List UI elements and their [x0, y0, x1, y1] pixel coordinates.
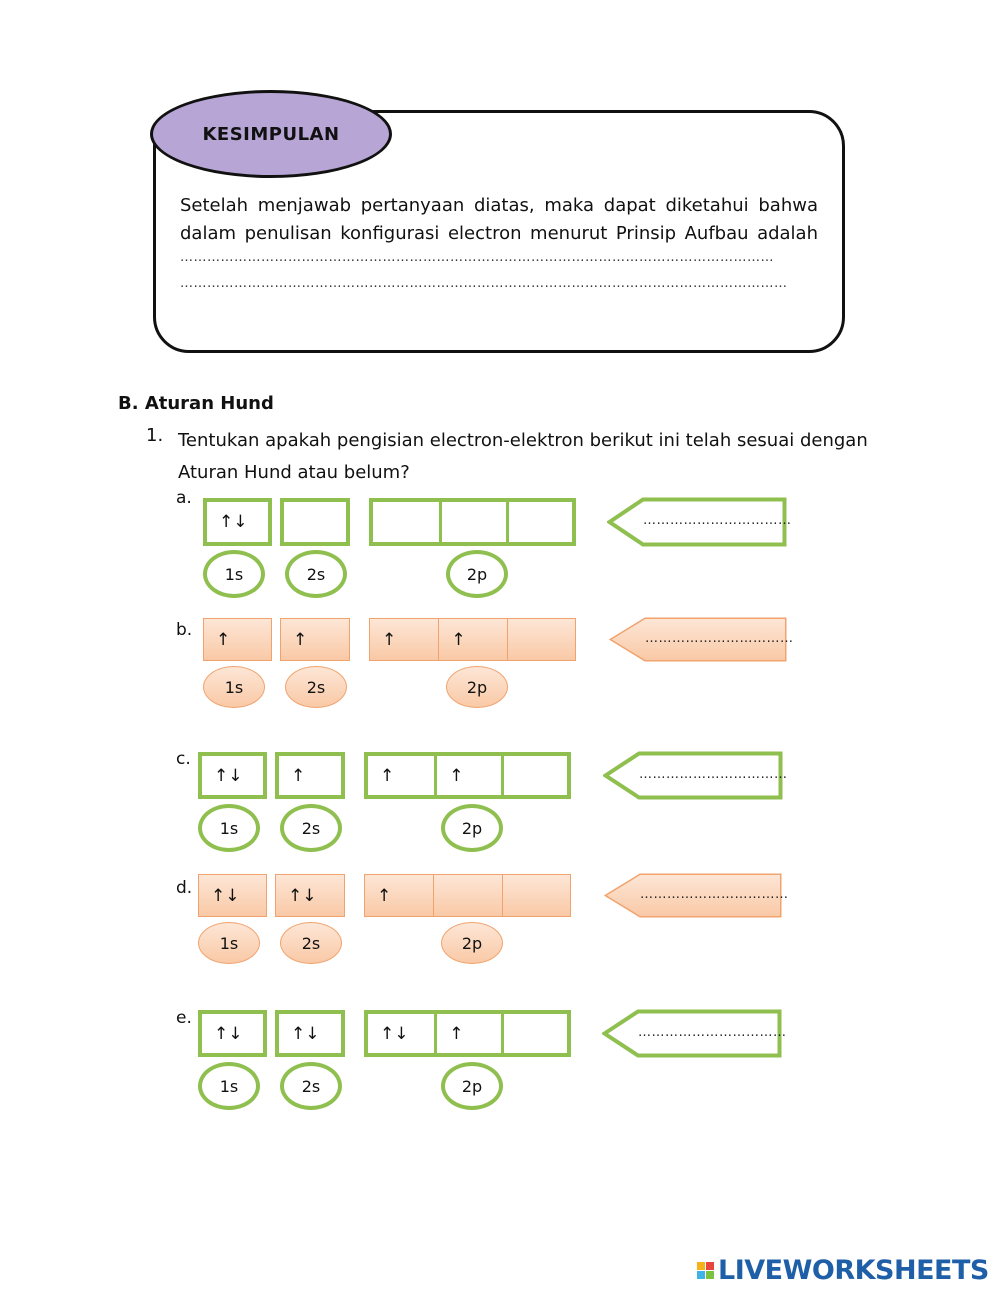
- answer-input[interactable]: ……………………………: [643, 513, 792, 528]
- conclusion-answer-line-2[interactable]: ………………………………………………………………………………………………………………………: [180, 276, 788, 291]
- orbital-2p-box: [364, 874, 571, 917]
- orbital-2p-cell: ↑: [434, 756, 500, 795]
- orbital-2p-box: [364, 1010, 571, 1057]
- liveworksheets-logo: [697, 1255, 989, 1286]
- orbital-1s-box: ↑↓: [203, 498, 272, 546]
- orbital-label-2s: 2s: [280, 922, 342, 964]
- row-label: e.: [176, 1008, 192, 1028]
- orbital-2p-box: [369, 618, 576, 661]
- conclusion-line-1: Setelah menjawab pertanyaan diatas, maka dapat diketahui bahwa: [180, 195, 818, 216]
- conclusion-line-2: dalam penulisan konfigurasi electron menurut Prinsip Aufbau adalah: [180, 223, 818, 244]
- logo-text: LIVEWORKSHEETS: [718, 1255, 989, 1286]
- orbital-1s-box: ↑: [203, 618, 272, 661]
- orbital-label-2p: 2p: [441, 922, 503, 964]
- orbital-2p-cell: [501, 1014, 567, 1053]
- question-line-1: Tentukan apakah pengisian electron-elektron berikut ini telah sesuai dengan: [178, 430, 868, 451]
- row-label: c.: [176, 749, 191, 769]
- orbital-1s-box: ↑↓: [198, 1010, 267, 1057]
- orbital-2p-cell: ↑: [382, 629, 397, 650]
- orbital-2s-box: ↑: [275, 752, 345, 799]
- orbital-label-1s: 1s: [203, 666, 265, 708]
- orbital-label-1s: 1s: [198, 922, 260, 964]
- row-label: d.: [176, 878, 193, 898]
- orbital-2p-cell: ↑↓: [380, 1023, 409, 1044]
- orbital-label-2p: 2p: [441, 1062, 503, 1110]
- orbital-label-2p: 2p: [446, 550, 508, 598]
- orbital-2s-box: ↑: [280, 618, 350, 661]
- orbital-label-1s: 1s: [198, 1062, 260, 1110]
- orbital-label-1s: 1s: [203, 550, 265, 598]
- conclusion-title: KESIMPULAN: [150, 90, 392, 178]
- conclusion-answer-line-1[interactable]: ……………………………………………………………………………………………………………………: [180, 250, 774, 265]
- orbital-2s-box: [280, 498, 350, 546]
- orbital-2p-cell: ↑: [438, 619, 506, 660]
- orbital-1s-box: ↑↓: [198, 874, 267, 917]
- orbital-label-2s: 2s: [285, 666, 347, 708]
- orbital-2p-cell: ↑: [377, 885, 392, 906]
- orbital-2p-box: [364, 752, 571, 799]
- orbital-label-2p: 2p: [441, 804, 503, 852]
- orbital-2p-cell: [501, 756, 567, 795]
- orbital-label-2s: 2s: [280, 804, 342, 852]
- logo-mark-icon: [697, 1262, 714, 1279]
- answer-input[interactable]: ……………………………: [638, 1024, 787, 1040]
- row-label: a.: [176, 488, 192, 508]
- conclusion-text: [180, 192, 818, 248]
- orbital-label-2s: 2s: [285, 550, 347, 598]
- question-line-2: Aturan Hund atau belum?: [178, 462, 410, 483]
- orbital-2p-cell: [433, 875, 501, 916]
- answer-input[interactable]: ……………………………: [639, 766, 788, 782]
- orbital-2p-cell: ↑: [380, 765, 395, 786]
- orbital-2p-cell: [502, 875, 570, 916]
- row-label: b.: [176, 620, 193, 640]
- orbital-label-2p: 2p: [446, 666, 508, 708]
- orbital-2p-cell: ↑: [434, 1014, 500, 1053]
- orbital-2p-cell: [439, 502, 505, 542]
- orbital-2p-box: [369, 498, 576, 546]
- orbital-2p-cell: [373, 502, 439, 542]
- orbital-1s-box: ↑↓: [198, 752, 267, 799]
- orbital-2s-box: ↑↓: [275, 1010, 345, 1057]
- answer-input[interactable]: ……………………………: [640, 886, 789, 902]
- question-number: 1.: [146, 425, 164, 446]
- orbital-label-1s: 1s: [198, 804, 260, 852]
- orbital-label-2s: 2s: [280, 1062, 342, 1110]
- orbital-2s-box: ↑↓: [275, 874, 345, 917]
- section-title: B. Aturan Hund: [118, 393, 274, 414]
- answer-input[interactable]: ……………………………: [645, 630, 794, 646]
- orbital-2p-cell: [506, 502, 572, 542]
- question-text: [178, 425, 888, 489]
- orbital-2p-cell: [507, 619, 575, 660]
